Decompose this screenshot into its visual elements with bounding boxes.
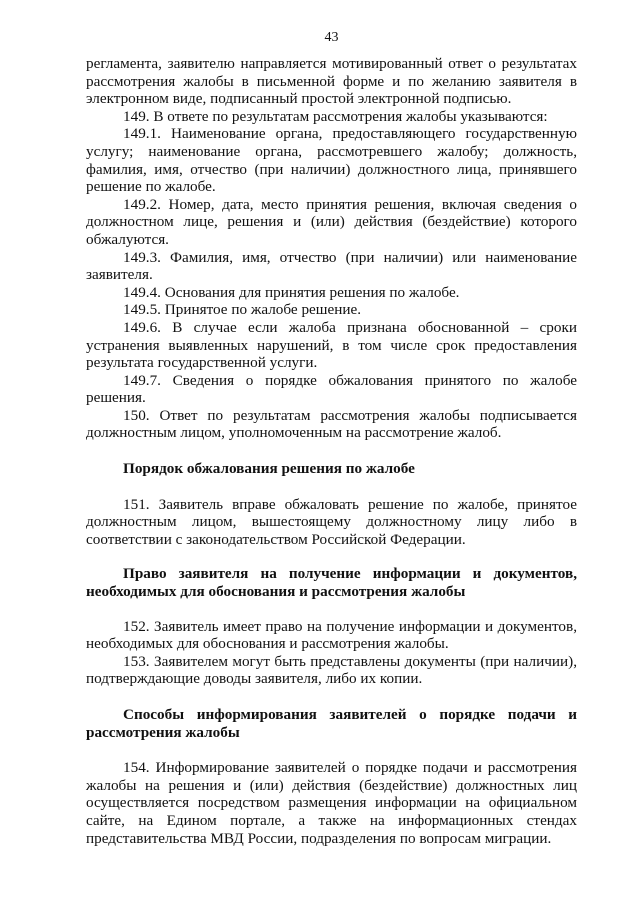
paragraph-149-5: 149.5. Принятое по жалобе решение. [123,301,362,319]
paragraph-149-6: 149.6. В случае если жалоба признана обоснованной – сроки устранения выявленных нарушений, в том числе срок предоставления результата государственной услуги. [86,318,577,372]
document-body [86,55,577,847]
paragraph-151: 151. Заявитель вправе обжаловать решение по жалобе, принятое должностным лицом, вышестоящему должностному лицу либо в соответствии с законодательством Российской Федерации. [86,495,577,548]
paragraph-150: 150. Ответ по результатам рассмотрения жалобы подписывается должностным лицом, уполномоченным на рассмотрение жалоб. [86,406,577,442]
paragraph-149-7: 149.7. Сведения о порядке обжалования принятого по жалобе решения. [86,371,577,407]
section-heading-information-methods: Способы информирования заявителей о порядке подачи и рассмотрения жалобы [86,706,577,741]
paragraph-152: 152. Заявитель имеет право на получение информации и документов, необходимых для обоснования и рассмотрения жалобы. [86,617,577,653]
paragraph-153: 153. Заявителем могут быть представлены документы (при наличии), подтверждающие доводы заявителя, либо их копии. [86,652,577,688]
paragraph-154: 154. Информирование заявителей о порядке подачи и рассмотрения жалобы на решения и (или) действия (бездействие) должностных лиц осуществляется посредством размещения информации на официальном сайте, на Едином портале, а также на информационных стендах представительства МВД России, подразделения по вопросам миграции. [86,759,577,847]
page-number: 43 [324,30,339,45]
paragraph-149-4: 149.4. Основания для принятия решения по жалобе. [123,283,460,301]
paragraph-149: 149. В ответе по результатам рассмотрения жалобы указываются: [123,107,548,125]
section-heading-right-to-information: Право заявителя на получение информации и документов, необходимых для обоснования и рассмотрения жалобы [86,565,577,601]
paragraph-149-1: 149.1. Наименование органа, предоставляющего государственную услугу; наименование органа, рассмотревшего жалобу; должность, фамилия, имя, отчество (при наличии) должностного лица, принявшего решение по жалобе. [86,125,577,196]
paragraph-149-3: 149.3. Фамилия, имя, отчество (при наличии) или наименование заявителя. [86,248,577,284]
paragraph-continuation: регламента, заявителю направляется мотивированный ответ о результатах рассмотрения жалобы в письменной форме и по желанию заявителя в электронном виде, подписанный простой электронной подписью. [86,55,577,108]
paragraph-149-2: 149.2. Номер, дата, место принятия решения, включая сведения о должностном лице, решения и (или) действия (бездействие) которого обжалуются. [86,195,577,248]
section-heading-appeal-procedure: Порядок обжалования решения по жалобе [123,460,415,478]
